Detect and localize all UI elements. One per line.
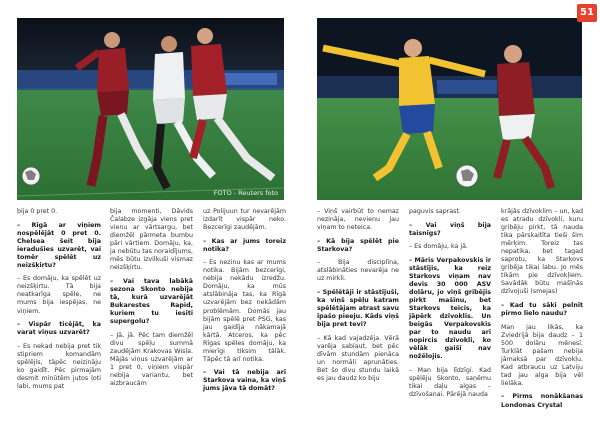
page-number: 51 <box>577 4 597 22</box>
text-column-4 <box>317 208 399 388</box>
interview-answer: – Jā, jā. Pēc tam diemžēl divu spēļu summā zaudējām Krakovas Wisla. Mājās viņus uzvarējām ar 1 pret 0, viņiem vispār nebija variantu, bet aizbraucām <box>110 331 193 387</box>
photo-credit: FOTO - Reuters foto <box>213 189 278 197</box>
text-column-6 <box>501 208 583 415</box>
text-column-5 <box>409 208 491 404</box>
interview-answer: – Es domāju, ka jā. <box>409 243 469 251</box>
football-photo-right <box>317 18 582 200</box>
interview-answer: – Es domāju, ka spēlēt uz neizšķirtu. Tā bija neatkarīga spēle, ne mums bija iespējas, ne viņiem. <box>17 275 101 315</box>
interview-question: – Kā bija spēlēt pie Starkova? <box>317 237 399 253</box>
interview-answer: – Viņš vairbūt to nemaz nezināja, nevienu jau viņam to neteica. <box>317 208 399 232</box>
text-column-2 <box>110 208 193 393</box>
interview-answer: paguvis saprast. <box>409 208 461 215</box>
interview-question: – Māris Verpakovskis ir stāstījis, ka reiz Starkovs viņam nav devis 30 000 ASV dolāru, jo viņš gribējis pirkt mašīnu, bet Starkovs teicis, ka jāpērk dzīvoklis. Un beigās Verpakovskis par to naudu arī nopircis dzīvokli, ko vēlāk gaišī nav nožēlojis. <box>409 256 491 361</box>
interview-question: – Vispār ticējāt, ka varat viņus uzvarēt? <box>17 321 101 337</box>
interview-question: – Kad tu sāki pelnīt pirmo lielo naudu? <box>501 302 583 318</box>
interview-question: – Rīgā ar viņiem nospēlējāt 0 pret 0. Chelsea šeit bija ieradušies uzvarēt, vai tomēr spēlēt uz neizšķirtu? <box>17 221 101 269</box>
interview-answer: Man jau likās, ka Zviedrijā bija daudz – 1 500 dolāru mēnesī. Turklāt pašam nebija jāmaksā par dzīvokļu. Kad atbraucu uz Latviju tad jau alga bija vēl lielāka. <box>501 323 583 387</box>
interview-answer: – Kā kad vajadzēja. Vērā varēja sabļaut, bet pēc dīvām stundām pienāca un normāli aprunāties. Bet šo divu stundu laikā es jau daudz ko biju <box>317 334 399 382</box>
photo-left <box>17 18 284 200</box>
interview-answer: – Es nezinu kas ar mums notika. Bijām bezcerīgi, nebija nekādu izredžu. Domāju, ka mūs atslābināja tas, ka Rīgā uzvarējām bez nekādām problēmām. Domās jau bijām spēlē pret PSG, kas jau gaidīja nākamajā kārtā. Atceros, ka pēc Rīgas spēles domāju, ka mierīgi tiksim tālāk. Tāpēc tā arī notika. <box>203 259 286 363</box>
interview-answer: bija 0 pret 0. <box>17 208 58 215</box>
interview-answer: – Es nekad nebija pret tik stipriem komandām spēlējis, tāpēc neizināju ko gaidīt. Pēc pirmajām desmit minūtēm jutos ļoti labi, mums pat <box>17 342 101 390</box>
text-column-3 <box>203 208 286 399</box>
photo-right <box>317 18 582 200</box>
interview-answer: – Man bija līdzīgi. Kad spēlēju Skonto, saņēmu tikai daļu algas – dzīvošanai. Pārējā nauda <box>409 366 491 398</box>
interview-question: – Kas ar jums toreiz notika? <box>203 237 286 253</box>
football-photo-left <box>17 18 284 200</box>
interview-question: – Vai tā nebija arī Starkova vaina, ka viņš jums jāva tā domāt? <box>203 369 286 393</box>
interview-question: – Vai tava labākā sezona Skonto nebija tā, kurā uzvarējāt Bukarestes Rapid, kuriem tu iesiti supergolu? <box>110 277 193 326</box>
interview-question: – Vai viņš bija taisnīgs? <box>409 221 491 237</box>
interview-answer: uz Polijuun tur nevarējām izdarīt vispār neko. Bezcerīgi zaudējām. <box>203 208 286 232</box>
interview-question: – Spēlētāji ir stāstījuši, ka viņš spēļu katram spēlētājam atrast savu īpašo pieeju. Kāds viņš bija pret tevi? <box>317 288 399 329</box>
interview-answer: bija momenti, Dāvids Čalabze izgāja viens pret vienu ar vārtsargu, bet diemžēl pārmeta bumbu pāri vārtiem. Domāju, ka, ja nebūtu tas noraidījums, mēs būtu izvilkuši vismaz neizšķirtu. <box>110 208 193 272</box>
interview-question: – Pirms nonākšanas Londonas Crystal <box>501 393 583 409</box>
interview-answer: – Bija disciplīna, atslābināties nevarēja ne uz mirkli. <box>317 259 399 283</box>
text-column-1 <box>17 208 101 396</box>
interview-answer: krājās dzīvoklim – un, kad es atradu dzīvokli, kuru gribēju pirkt, tā nauda tika pārskaitīta tieši šim mērķim. Toreiz tas nepatika, bet tagad saprotu, ka Starkovs gribēja tikai labu. Jo mēs tikām pie dzīvokļiem. Savādāk būtu mašīnās dzīvojuši (smejas) <box>501 208 583 296</box>
